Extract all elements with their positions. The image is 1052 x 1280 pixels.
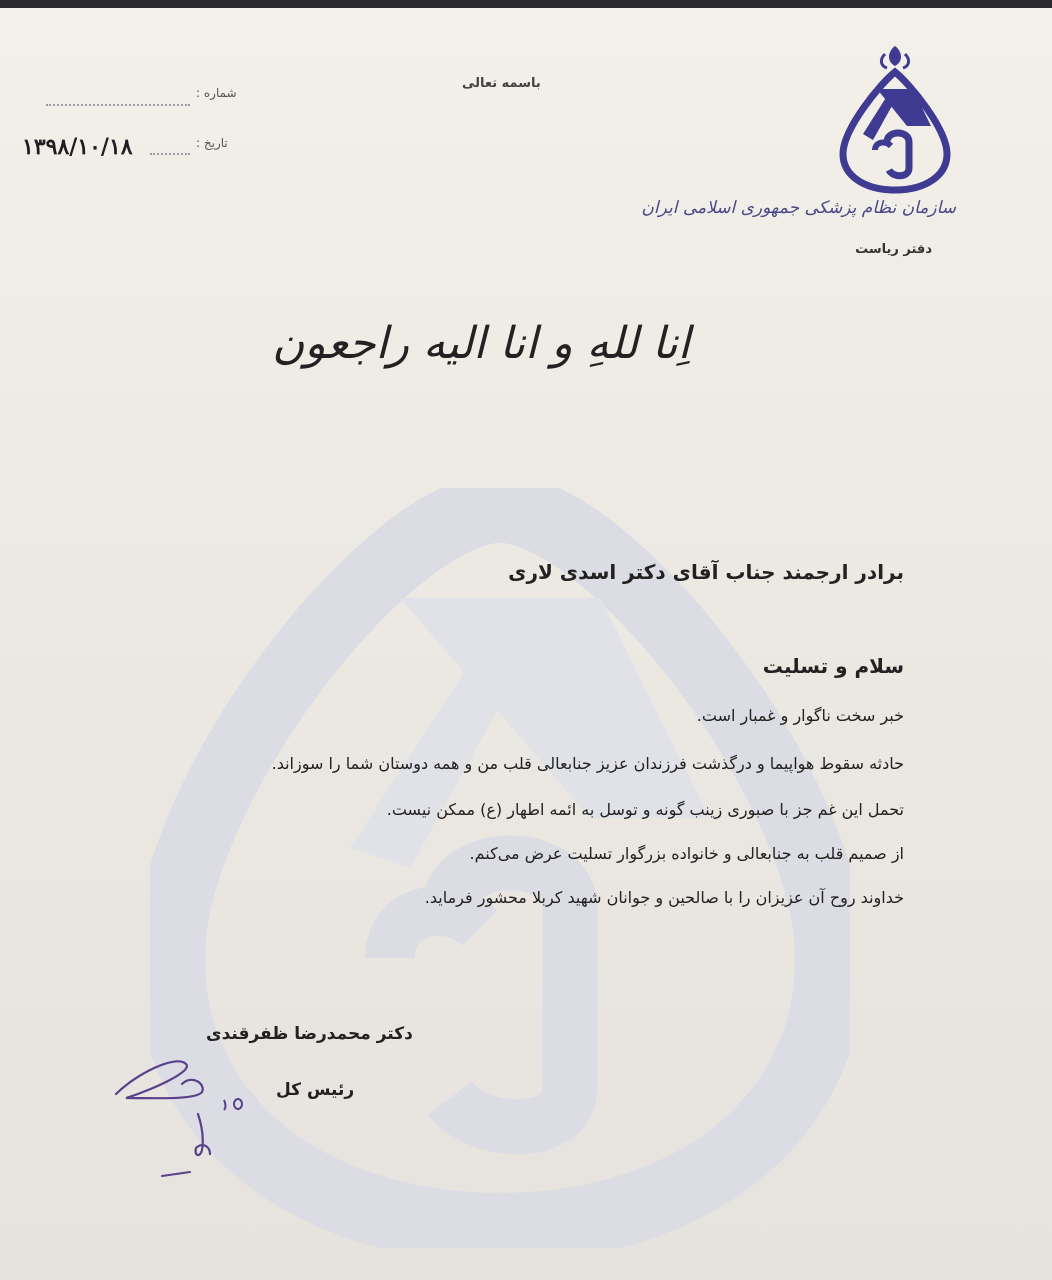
medical-council-logo-icon (835, 44, 955, 194)
letter-paragraph: تحمل این غم جز با صبوری زینب گونه و توسل به ائمه اطهار (ع) ممکن نیست. (386, 800, 904, 819)
letter-page (0, 8, 1052, 1280)
office-name: دفتر ریاست (855, 242, 932, 257)
letter-salutation: برادر ارجمند جناب آقای دکتر اسدی لاری (508, 560, 904, 584)
letter-date-dotted-line (150, 153, 190, 155)
letter-number-label: شماره : (196, 86, 237, 100)
letter-paragraph: خداوند روح آن عزیزان را با صالحین و جوانان شهید کربلا محشور فرماید. (424, 888, 904, 907)
letter-paragraph: خبر سخت ناگوار و غمبار است. (696, 706, 904, 725)
condolence-calligraphy-title: اِنا للهِ و انا الیه راجعون (272, 318, 690, 369)
bismillah-text: باسمه تعالی (462, 76, 541, 91)
letter-paragraph: حادثه سقوط هواپیما و درگذشت فرزندان عزیز جنابعالی قلب من و همه دوستان شما را سوزاند. (271, 754, 904, 773)
letter-number-dotted-line (46, 104, 190, 106)
handwritten-signature-icon (106, 1054, 266, 1184)
letter-date-label: تاریخ : (196, 136, 228, 150)
letter-greeting: سلام و تسلیت (762, 654, 904, 678)
letter-date-value: ۱۳۹۸/۱۰/۱۸ (22, 134, 133, 160)
signatory-title: رئیس کل (276, 1080, 355, 1100)
letter-paragraph: از صمیم قلب به جنابعالی و خانواده بزرگوار تسلیت عرض می‌کنم. (469, 844, 904, 863)
organization-name: سازمان نظام پزشکی جمهوری اسلامی ایران (641, 198, 956, 218)
signatory-name: دکتر محمدرضا ظفرقندی (206, 1024, 413, 1044)
